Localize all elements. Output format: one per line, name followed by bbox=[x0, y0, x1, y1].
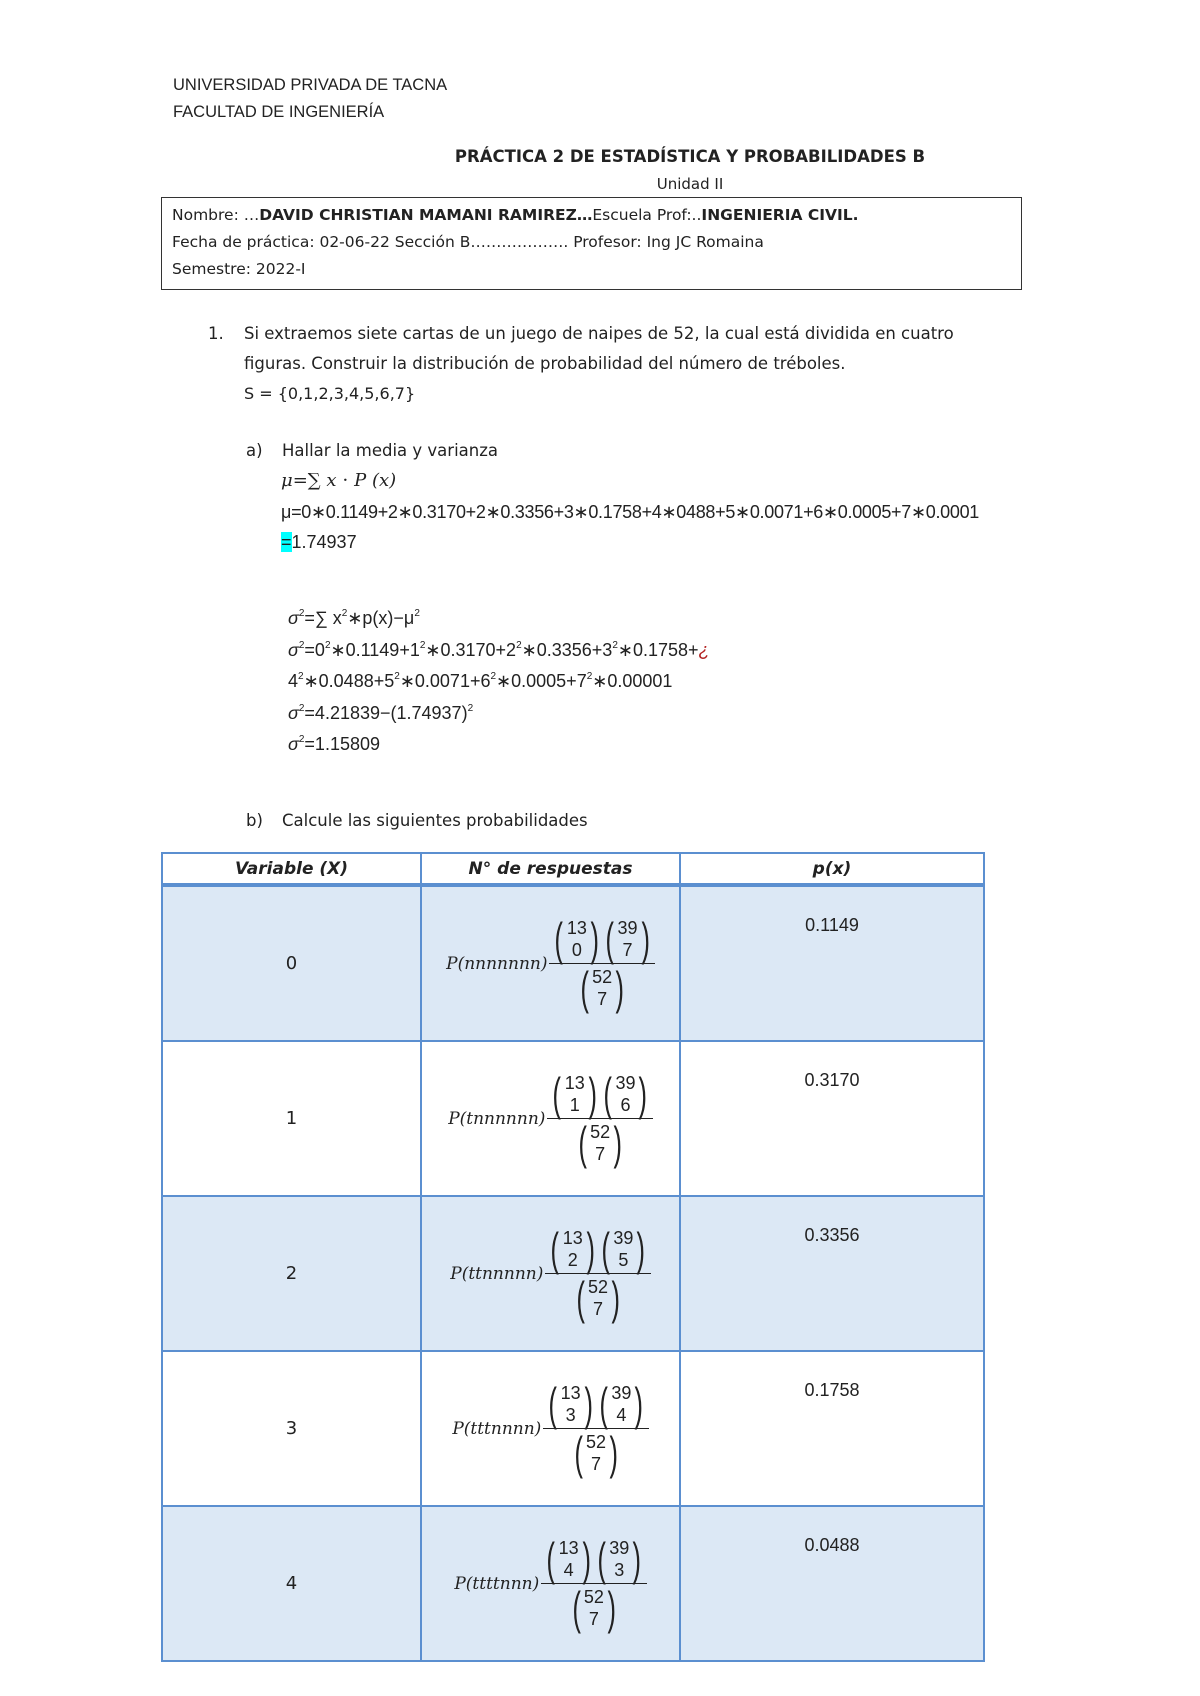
binomial-others: ( 39 7 ) bbox=[605, 913, 650, 965]
probability-cell bbox=[680, 885, 984, 1041]
probability-cell bbox=[680, 1506, 984, 1661]
variable-cell bbox=[162, 1506, 421, 1661]
probability-value: 0.3356 bbox=[804, 1225, 860, 1245]
combination-fraction bbox=[547, 1068, 652, 1169]
part-b-label: b) bbox=[246, 811, 263, 830]
variable-value: 0 bbox=[285, 953, 298, 974]
part-b-text: Calcule las siguientes probabilidades bbox=[282, 811, 588, 830]
probability-table bbox=[161, 852, 985, 1662]
probability-cell bbox=[680, 1196, 984, 1351]
table-row bbox=[162, 1196, 984, 1351]
event-label: P(nnnnnnn) bbox=[446, 953, 548, 974]
name-line bbox=[172, 202, 1011, 229]
university-name: UNIVERSIDAD PRIVADA DE TACNA bbox=[173, 76, 448, 94]
table-row bbox=[162, 1506, 984, 1661]
formula-cell bbox=[421, 1351, 680, 1506]
student-name: DAVID CHRISTIAN MAMANI RAMIREZ… bbox=[259, 206, 593, 224]
variance-formula: $\sigma^2=\sum$ $x^2∗p(x)-\mu^2$ bbox=[288, 608, 420, 628]
highlighted-equals: = bbox=[281, 532, 292, 552]
table-row bbox=[162, 885, 984, 1041]
probability-value: 0.1149 bbox=[805, 915, 859, 935]
problem-statement-line2: figuras. Construir la distribución de probabilidad del número de tréboles. bbox=[244, 354, 846, 373]
variance-expansion-line1: $\sigma^2=0^2∗0.1149+1^2∗0.3170+2^2∗0.3356+3^2∗0.1758+¿$ bbox=[288, 640, 710, 660]
binomial-others: ( 39 3 ) bbox=[597, 1533, 642, 1585]
mean-result-line bbox=[281, 532, 357, 553]
problem-number: 1. bbox=[208, 324, 224, 343]
binomial-total: ( 52 7 ) bbox=[576, 1272, 620, 1324]
formula-cell bbox=[421, 1041, 680, 1196]
combination-fraction bbox=[541, 1533, 646, 1634]
name-label: Nombre: … bbox=[172, 206, 260, 224]
event-label: P(ttnnnnn) bbox=[450, 1263, 544, 1284]
variable-cell bbox=[162, 1351, 421, 1506]
binomial-clubs: ( 13 1 ) bbox=[552, 1068, 597, 1120]
school-name: INGENIERIA CIVIL. bbox=[701, 206, 859, 224]
variance-expansion-line2: $4^2∗0.0488+5^2∗0.0071+6^2∗0.0005+7^2∗0.00001$ bbox=[288, 671, 673, 691]
combination-fraction bbox=[543, 1378, 648, 1479]
binomial-others: ( 39 5 ) bbox=[601, 1223, 646, 1275]
header-px: p(x) bbox=[680, 853, 984, 885]
variable-value: 2 bbox=[285, 1263, 298, 1284]
formula-cell bbox=[421, 1506, 680, 1661]
binomial-others: ( 39 6 ) bbox=[603, 1068, 648, 1120]
mean-result: 1.74937 bbox=[291, 532, 357, 552]
binomial-clubs: ( 13 0 ) bbox=[554, 913, 599, 965]
table-header-row bbox=[162, 853, 984, 885]
event-label: P(tttnnnn) bbox=[452, 1418, 542, 1439]
probability-value: 0.3170 bbox=[804, 1070, 860, 1090]
variable-value: 4 bbox=[285, 1573, 298, 1594]
event-label: P(tnnnnnn) bbox=[448, 1108, 546, 1129]
binomial-total: ( 52 7 ) bbox=[578, 1117, 623, 1169]
combination-fraction bbox=[549, 913, 654, 1014]
unit-label: Unidad II bbox=[656, 175, 724, 193]
variable-cell bbox=[162, 1041, 421, 1196]
variance-substitution: $\sigma^2=4.21839-(1.74937)^2$ bbox=[288, 703, 474, 723]
binomial-clubs: ( 13 3 ) bbox=[548, 1378, 593, 1430]
semester-line: Semestre: 2022-I bbox=[172, 260, 306, 278]
table-row bbox=[162, 1041, 984, 1196]
problem-statement-line1: Si extraemos siete cartas de un juego de naipes de 52, la cual está dividida en cuatro bbox=[244, 324, 954, 343]
binomial-clubs: ( 13 2 ) bbox=[550, 1223, 595, 1275]
header-responses: N° de respuestas bbox=[421, 853, 680, 885]
mean-formula: μ=∑ x ⋅ P (x) bbox=[281, 470, 397, 491]
variable-cell bbox=[162, 885, 421, 1041]
probability-value: 0.0488 bbox=[804, 1535, 860, 1555]
probability-value: 0.1758 bbox=[804, 1380, 860, 1400]
sample-space: S = {0,1,2,3,4,5,6,7} bbox=[244, 384, 416, 403]
variable-cell bbox=[162, 1196, 421, 1351]
binomial-total: ( 52 7 ) bbox=[574, 1427, 618, 1479]
school-label: Escuela Prof:.. bbox=[592, 206, 702, 224]
part-a-label: a) bbox=[246, 441, 263, 460]
probability-cell bbox=[680, 1041, 984, 1196]
binomial-others: ( 39 4 ) bbox=[599, 1378, 644, 1430]
probability-cell bbox=[680, 1351, 984, 1506]
faculty-name: FACULTAD DE INGENIERÍA bbox=[173, 103, 385, 121]
formula-cell bbox=[421, 885, 680, 1041]
practice-title: PRÁCTICA 2 DE ESTADÍSTICA Y PROBABILIDADES B bbox=[454, 147, 926, 166]
event-label: P(ttttnnn) bbox=[454, 1573, 540, 1594]
student-info-box bbox=[161, 197, 1022, 290]
part-a-text: Hallar la media y varianza bbox=[282, 441, 498, 460]
variable-value: 3 bbox=[285, 1418, 298, 1439]
mean-expansion: μ=0∗0.1149+2∗0.3170+2∗0.3356+3∗0.1758+4∗0488+5∗0.0071+6∗0.0005+7∗0.0001 bbox=[281, 502, 979, 522]
formula-cell bbox=[421, 1196, 680, 1351]
binomial-total: ( 52 7 ) bbox=[572, 1582, 616, 1634]
combination-fraction bbox=[545, 1223, 650, 1324]
binomial-clubs: ( 13 4 ) bbox=[546, 1533, 591, 1585]
binomial-total: ( 52 7 ) bbox=[580, 962, 625, 1014]
variable-value: 1 bbox=[285, 1108, 298, 1129]
table-row bbox=[162, 1351, 984, 1506]
date-section-professor-line: Fecha de práctica: 02-06-22 Sección B………………. Profesor: Ing JC Romaina bbox=[172, 233, 764, 251]
variance-result: $\sigma^2=1.15809$ bbox=[288, 734, 380, 754]
header-variable: Variable (X) bbox=[162, 853, 421, 885]
